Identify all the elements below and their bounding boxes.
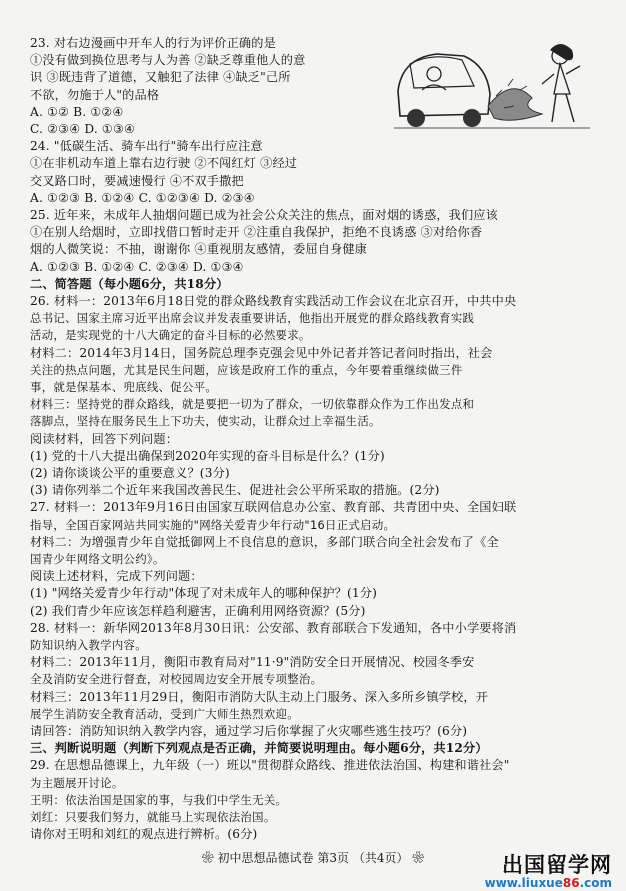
text-line: 事，就是保基本、兜底线、促公平。	[30, 380, 218, 394]
text-line: (1) 党的十八大提出确保到2020年实现的奋斗目标是什么？(1分)	[30, 448, 385, 463]
text-line: 28. 材料一：新华网2013年8月30日讯：公安部、教育部联合下发通知，各中小学要将消	[30, 620, 517, 635]
text-line: 29. 在思想品德课上，九年级（一）班以"贯彻群众路线、推进依法治国、构建和谐社会"	[30, 758, 510, 773]
text-line: 关注的热点问题，尤其是民生问题，应该是政府工作的重点，今年要着重继续做三件	[30, 362, 463, 377]
text-line: 不欲，勿施于人"的品格	[30, 87, 160, 102]
text-line: (2) 我们青少年应该怎样趋利避害，正确利用网络资源？(5分)	[30, 603, 366, 618]
text-line: 23. 对右边漫画中开车人的行为评价正确的是	[30, 36, 276, 50]
text-line: 防知识纳入教学内容。	[30, 638, 147, 652]
text-line: 阅读上述材料，完成下列问题：	[30, 569, 203, 584]
text-line: 国青少年网络文明公约》。	[30, 552, 165, 566]
text-line: 27. 材料一：2013年9月16日由国家互联网信息办公室、教育部、共青团中央、全国妇联	[30, 500, 517, 515]
text-line: 全及消防安全进行督查，对校园周边安全开展专项整治。	[30, 672, 323, 687]
text-line: A. ①② B. ①②④	[30, 104, 124, 119]
text-line: 材料三：坚持党的群众路线，就是要把一切为了群众，一切依靠群众作为工作出发点和	[30, 397, 475, 412]
cartoon-illustration	[392, 36, 592, 136]
text-line: 材料二：2014年3月14日，国务院总理李克强会见中外记者并答记者问时指出，社会	[30, 345, 493, 360]
watermark-url: www.liuxue86.com	[484, 876, 612, 890]
text-line: (2) 请你谈谈公平的重要意义？(3分)	[30, 466, 230, 480]
page-footer: ❀ 初中思想品德试卷 第3页 （共4页） ❀	[201, 851, 425, 865]
text-line: (1) "网络关爱青少年行动"体现了对未成年人的哪种保护？(1分)	[30, 586, 378, 601]
text-line: 25. 近年来，未成年人抽烟问题已成为社会公众关注的焦点，面对烟的诱惑，我们应该	[30, 208, 499, 222]
text-line: 阅读材料，回答下列问题：	[30, 431, 179, 446]
text-line: 二、简答题（每小题6分，共18分）	[30, 276, 229, 291]
text-line: 活动，是实现党的十八大确定的奋斗目标的必然要求。	[30, 328, 311, 343]
text-line: 26. 材料一：2013年6月18日党的群众路线教育实践活动工作会议在北京召开，中共中央	[30, 294, 517, 308]
text-line: 材料二：为增强青少年自觉抵御网上不良信息的意识，多部门联合向全社会发布了《全	[30, 534, 499, 549]
text-line: 三、判断说明题（判断下列观点是否正确，并简要说明理由。每小题6分，共12分）	[30, 741, 488, 756]
text-line: 烟的人微笑说：不抽，谢谢你 ④重视朋友感情，委屈自身健康	[30, 242, 368, 257]
text-line: 落脚点，坚持在服务民生上下功夫，使实动，让群众过上幸福生活。	[30, 414, 381, 429]
text-line: 请你对王明和刘红的观点进行辨析。(6分)	[30, 827, 258, 842]
text-line: 刘红：只要我们努力，就能马上实现依法治国。	[30, 810, 276, 824]
text-line: ①在非机动车道上靠右边行驶 ②不闯红灯 ③经过	[30, 156, 298, 171]
text-line: 王明：依法治国是国家的事，与我们中学生无关。	[30, 792, 288, 807]
watermark-brand: 出国留学网	[502, 853, 612, 877]
text-line: 交叉路口时，要减速慢行 ④不双手撒把	[30, 173, 244, 188]
text-line: 24. "低碳生活、骑车出行"骑车出行应注意	[30, 139, 263, 154]
text-line: 指导，全国百家网站共同实施的"网络关爱青少年行动"16日正式启动。	[30, 517, 396, 532]
text-line: 展学生消防安全教育活动，受到广大师生热烈欢迎。	[30, 706, 299, 721]
text-line: 材料二：2013年11月，衡阳市教育局对"11·9"消防安全日开展情况、校园冬季安	[30, 655, 475, 670]
text-line: (3) 请你列举二个近年来我国改善民生、促进社会公平所采取的措施。(2分)	[30, 483, 440, 498]
text-line: C. ②③④ D. ①③④	[30, 122, 136, 136]
text-line: ①在别人给烟时，立即找借口暂时走开 ②注重自我保护，拒绝不良诱惑 ③对给你香	[30, 225, 483, 240]
site-watermark	[485, 853, 612, 889]
text-line: 材料三：2013年11月29日，衡阳市消防大队主动上门服务、深入多所乡镇学校，开	[30, 689, 489, 704]
text-line: 请回答：消防知识纳入教学内容，通过学习后你掌握了火灾哪些逃生技巧？(6分)	[30, 724, 468, 738]
text-line: A. ①②③ B. ①②④ C. ①②③④ D. ②③④	[30, 190, 255, 205]
text-line: 为主题展开讨论。	[30, 775, 124, 790]
text-line: 识 ③既违背了道德，又触犯了法律 ④缺乏"己所	[30, 70, 291, 85]
text-line: A. ①②③ B. ①②④ C. ②③④ D. ①③④	[30, 259, 244, 274]
text-line: 总书记、国家主席习近平出席会议并发表重要讲话，他指出开展党的群众路线教育实践	[30, 311, 475, 326]
text-line: ①没有做到换位思考与人为善 ②缺乏尊重他人的意	[30, 53, 306, 68]
